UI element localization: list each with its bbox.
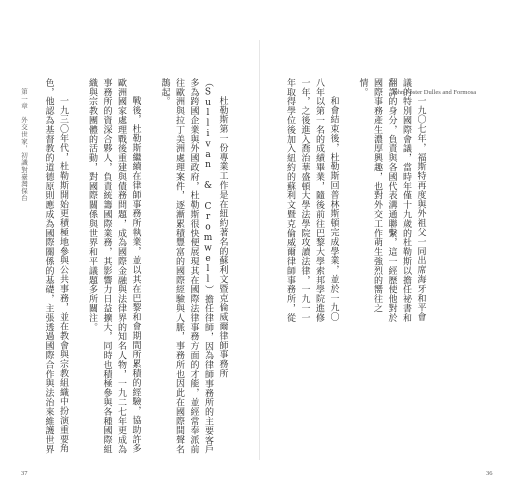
page-number-left: 37	[21, 470, 28, 477]
right-page	[260, 0, 520, 500]
right-paragraph: 和會結束後，杜勒斯回普林斯頓完成學業，並於一九〇八年以第一名的成績畢業，隨後前往巴黎大學索邦學院進修一年，之後進入喬治華盛頓大學法學院攻讀法律，一九一一年取得學位後加入紐約的蘇利文暨克倫威爾律師事務所，從	[285, 78, 339, 323]
running-head-title: John Foster Dulles and Formosa	[392, 89, 477, 96]
right-paragraph: 一九〇七年，福斯特再度與外祖父一同出席海牙和平會議的特別國際會議，當時年僅十九歲的杜勒斯以擔任祕書和翻譯的身分，負責與各國代表溝通聯繫，這一經歷使他對於國際事務產生濃厚興趣，也對外交工作萌生強烈的嚮往之情。	[357, 78, 426, 323]
left-paragraph: 杜勒斯第一份專業工作是在紐約著名的蘇利文暨克倫威爾律師事務所（Sullivan & Cromwell）擔任律師，因為律師事務所的主要客戶多為跨國企業與外國政府，杜勒斯很快便展現其在國際法律事務方面的才能，並經常奉派前往歐洲與拉丁美洲處理案件，逐漸累積豐富的國際經驗與人脈，事務所也因此在國際間聲名鵲起。	[159, 78, 228, 455]
left-page-body	[40, 78, 244, 456]
left-paragraph: 戰後，杜勒斯繼續在律師事務所執業，並以其在巴黎和會期間所累積的經驗，協助許多歐洲國家處理戰後重建與債務問題，成為國際金融與法律界的知名人物，一九二七年更成為事務所的資深合夥人，負責統籌國際業務，其影響力日益擴大，同時也積極參與各種國際組織與宗教團體的活動，對國際關係與世界和平議題多所關注。	[87, 78, 141, 454]
page-number-right: 36	[486, 470, 493, 477]
left-page	[0, 0, 259, 500]
running-head-chapter: 第一章 外交世家，初識對臺灣保台	[20, 88, 28, 202]
right-page-body	[282, 78, 442, 328]
left-paragraph: 一九三〇年代，杜勒斯開始更積極地參與公共事務，並在教會與宗教組織中扮演重要角色，他認為基督教的道德原則應成為國際關係的基礎，主張透過國際合作與法治來維護世界	[43, 78, 68, 454]
